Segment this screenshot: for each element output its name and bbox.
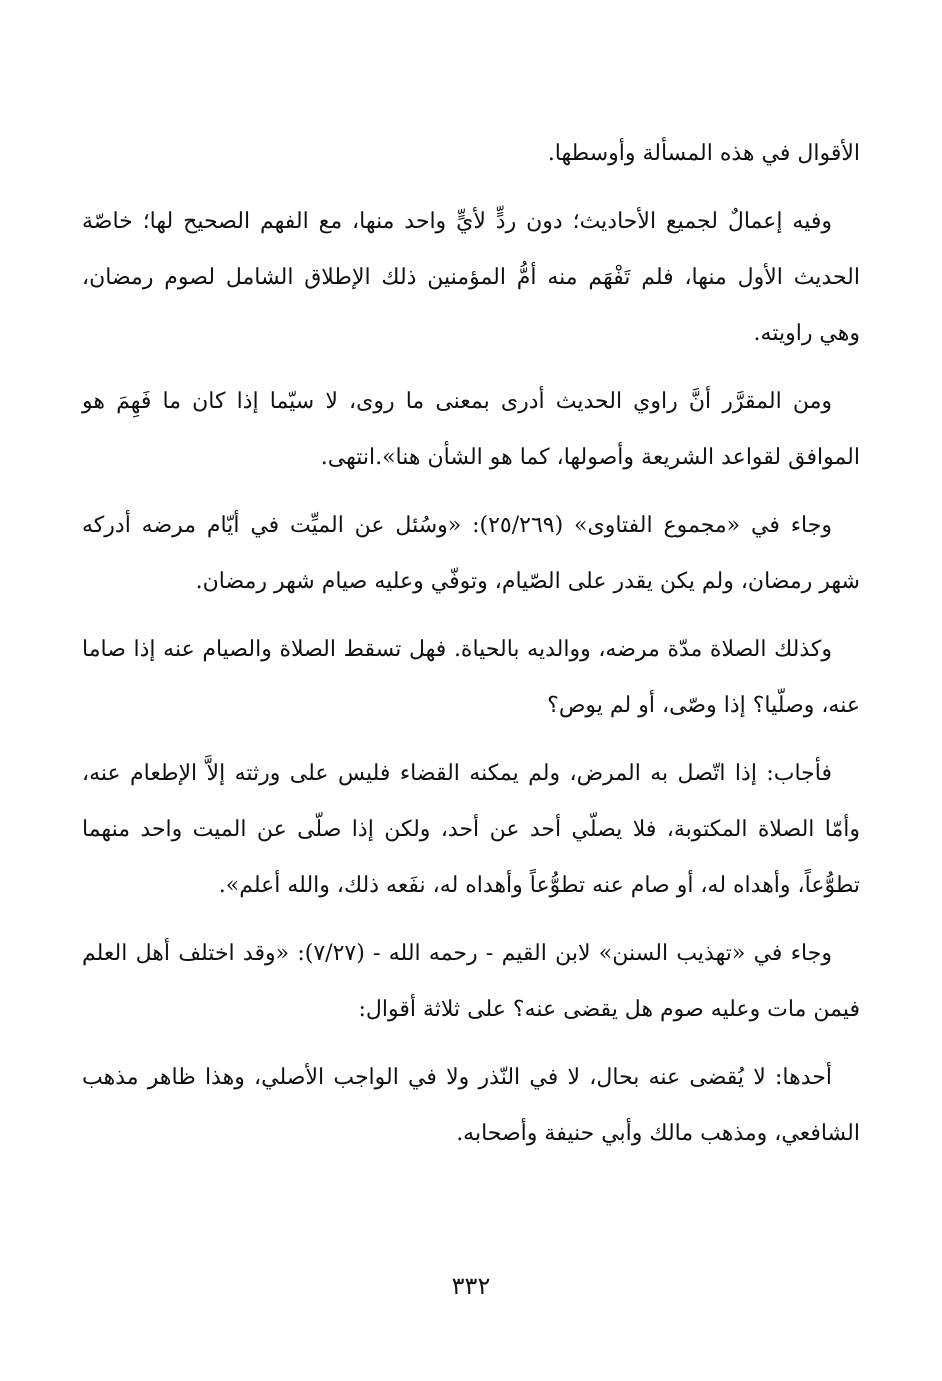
paragraph: وجاء في «تهذيب السنن» لابن القيم - رحمه الله - (٧/٢٧): «وقد اختلف أهل العلم فيمن مات وعليه صوم هل يقضى عنه؟ على ثلاثة أقوال:: [82, 941, 860, 1022]
paragraph: ومن المقرَّر أنَّ راوي الحديث أدرى بمعنى ما روى، لا سيّما إذا كان ما فَهِمَ هو الموافق لقواعد الشريعة وأصولها، كما هو الشأن هنا».انتهى.: [82, 389, 860, 470]
paragraph: وكذلك الصلاة مدّة مرضه، ووالديه بالحياة. فهل تسقط الصلاة والصيام عنه إذا صاما عنه، وصلّيا؟ إذا وصّى، أو لم يوص؟: [82, 637, 860, 718]
body-text: [82, 126, 860, 1162]
paragraph: وفيه إعمالٌ لجميع الأحاديث؛ دون ردٍّ لأيٍّ واحد منها، مع الفهم الصحيح لها؛ خاصّة الحديث الأول منها، فلم تَفْهَم منه أمُّ المؤمنين ذلك الإطلاق الشامل لصوم رمضان، وهي راويته.: [82, 209, 860, 346]
paragraph: الأقوال في هذه المسألة وأوسطها.: [547, 141, 860, 166]
paragraph: وجاء في «مجموع الفتاوى» (٢٥/٢٦٩): «وسُئل عن الميِّت في أيّام مرضه أدركه شهر رمضان، ولم يكن يقدر على الصّيام، وتوفّي وعليه صيام شهر رمضان.: [82, 513, 860, 594]
paragraph: فأجاب: إذا اتّصل به المرض، ولم يمكنه القضاء فليس على ورثته إلاَّ الإطعام عنه، وأمّا الصلاة المكتوبة، فلا يصلّي أحد عن أحد، ولكن إذا صلّى عن الميت واحد منهما تطوُّعاً، وأهداه له، أو صام عنه تطوُّعاً وأهداه له، نفَعه ذلك، والله أعلم».: [82, 761, 860, 898]
page-number: ٣٣٢: [451, 1272, 491, 1300]
paragraph: أحدها: لا يُقضى عنه بحال، لا في النّذر ولا في الواجب الأصلي، وهذا ظاهر مذهب الشافعي، ومذهب مالك وأبي حنيفة وأصحابه.: [82, 1065, 860, 1146]
